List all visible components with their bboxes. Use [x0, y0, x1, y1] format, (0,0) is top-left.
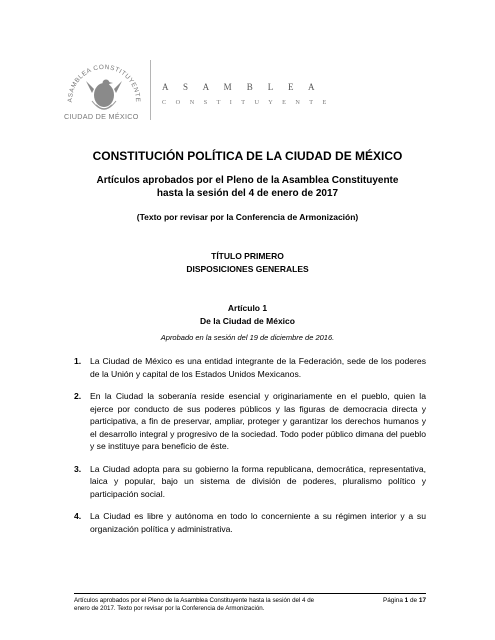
footer-text [74, 597, 344, 613]
footer-line1: Artículos aprobados por el Pleno de la Asamblea Constituyente hasta la sesión del 4 de [74, 597, 315, 604]
page-of: de [410, 597, 418, 604]
review-note: (Texto por revisar por la Conferencia de Armonización) [136, 212, 359, 222]
article-label: Artículo 1 [227, 303, 268, 313]
item-text: La Ciudad es libre y autónoma en todo lo concerniente a su régimen interior y a su organización política y administrativa. [90, 511, 426, 534]
document-title: CONSTITUCIÓN POLÍTICA DE LA CIUDAD DE MÉXICO [92, 149, 403, 163]
title-section-heading: TÍTULO PRIMERO [211, 251, 284, 261]
subtitle-line2: hasta la sesión del 4 de enero de 2017 [156, 188, 339, 199]
seal-caption: CIUDAD DE MÉXICO [64, 112, 139, 121]
page-prefix: Página [382, 597, 403, 604]
article-items [74, 355, 426, 545]
approval-note: Aprobado en la sesión del 19 de diciembre de 2016. [160, 333, 335, 342]
article-name: De la Ciudad de México [200, 316, 295, 326]
logotype-line2: C O N S T I T U Y E N T E [162, 99, 331, 106]
header-divider [150, 60, 151, 120]
list-item [74, 463, 426, 501]
seal-arc-text: ASAMBLEA CONSTITUYENTE [66, 63, 142, 103]
page-number [356, 597, 426, 604]
item-number: 2. [74, 391, 82, 401]
subtitle-line1: Artículos aprobados por el Pleno de la Asamblea Constituyente [96, 175, 399, 186]
page-total: 17 [418, 597, 426, 604]
footer-rule [74, 593, 426, 594]
item-text: La Ciudad adopta para su gobierno la forma republicana, democrática, representativa, laica y popular, bajo un sistema de división de poderes, pluralismo político y participación social. [90, 463, 426, 499]
list-item [74, 510, 426, 535]
item-number: 3. [74, 463, 82, 474]
title-section-name: DISPOSICIONES GENERALES [186, 264, 309, 274]
logotype-line1: A S A M B L E A [162, 82, 321, 92]
item-text: En la Ciudad la soberanía reside esencial y originariamente en el pueblo, quien la ejerce por conducto de sus poderes públicos y las figuras de democracia directa y participativa, a fin de preservar, ampliar, proteger y garantizar los derechos humanos y el desarrollo integral y progresivo de la sociedad. Todo poder público dimana del pueblo y se instituye para beneficio de éste. [90, 391, 426, 451]
page-current: 1 [404, 597, 409, 604]
list-item [74, 390, 426, 453]
item-number: 4. [74, 511, 82, 521]
item-number: 1. [74, 356, 82, 366]
list-item [74, 355, 426, 380]
item-text: La Ciudad de México es una entidad integrante de la Federación, sede de los poderes de la Unión y capital de los Estados Unidos Mexicanos. [90, 356, 426, 379]
footer-line2: enero de 2017. Texto por revisar por la Conferencia de Armonización. [74, 605, 265, 612]
